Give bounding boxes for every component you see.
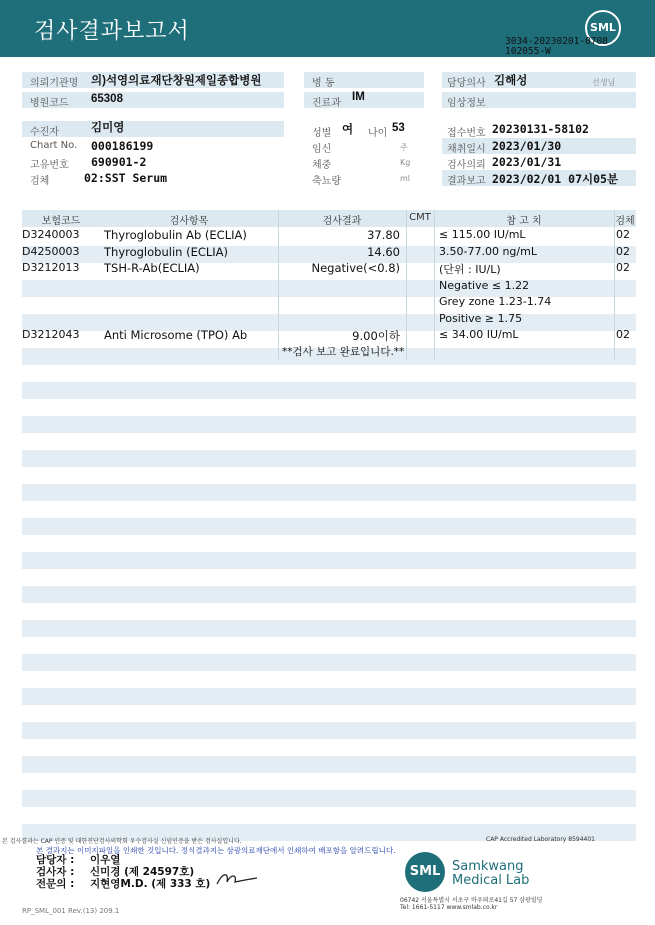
table-cell-item: TSH-R-Ab(ECLIA) [104,261,200,275]
tester: 신미경 (제 24597호) [90,866,195,878]
table-cell-ref: Grey zone 1.23-1.74 [439,295,552,308]
pregnancy-unit: 주 [400,143,408,152]
sex: 여 [342,124,354,136]
lab-name: Samkwang Medical Lab [452,859,530,888]
table-cell-spec: 02 [616,261,630,274]
dept: IM [352,91,365,103]
lab-address: 06742 서울특별시 서초구 바우뫼로41길 57 삼광빌딩 [400,897,543,904]
sex-label: 성별 [312,128,332,139]
specialist: 지현영M.D. (제 333 호) [90,878,211,890]
table-cell-item: Thyroglobulin Ab (ECLIA) [104,228,247,242]
table-cell-code: D3212013 [22,261,80,274]
row-band [22,518,636,535]
table-cell-ref: Negative ≤ 1.22 [439,279,530,292]
chart-no: 000186199 [91,139,154,153]
image-print-note: 본 결과지는 이미지파일을 인쇄한 것입니다. 정식결과지는 삼광의료재단에서 인쇄하여 배포함을 알려드립니다. [36,846,396,855]
table-cell-result: Negative(<0.8) [311,261,400,275]
cert-note: 본 검사결과는 CAP 인증 및 대한진단검사의학회 우수검사실 신임인증을 받은 검사실입니다. [2,838,242,845]
table-cell-spec: 02 [616,245,630,258]
col-cmt: CMT [409,212,431,223]
table-cell-spec: 02 [616,228,630,241]
age: 53 [392,122,405,134]
table-cell-ref: Positive ≥ 1.75 [439,312,523,325]
ward-label: 병 동 [312,78,335,89]
col-spec: 검체 [615,216,635,227]
report-date: 2023/02/01 07시05분 [492,172,619,186]
collect-label: 채취일시 [447,144,486,155]
table-header [22,210,636,227]
manager-label: 담당자 : [36,854,75,866]
chart-label: Chart No. [30,140,78,151]
table-cell-result: 37.80 [367,228,400,242]
table-cell-spec: 02 [616,328,630,341]
row-band [22,790,636,807]
pregnancy-label: 임신 [312,144,332,155]
col-item: 검사항목 [169,216,209,227]
urine-label: 축뇨량 [312,176,341,187]
divider [278,210,279,360]
row-band [22,484,636,501]
cap-note: CAP Accredited Laboratory 8594401 [486,836,595,843]
request-date: 2023/01/31 [492,155,562,169]
signature-icon [215,868,260,888]
row-band [22,416,636,433]
patient-label: 수진자 [30,127,59,138]
row-band [22,586,636,603]
hospital-label: 의뢰기관명 [30,78,79,89]
table-cell-item: Anti Microsome (TPO) Ab [104,328,248,342]
tester-label: 검사자 : [36,866,75,878]
row-band [22,756,636,773]
report-title: 검사결과보고서 [34,19,190,44]
divider [614,210,615,360]
table-cell-item: Thyroglobulin (ECLIA) [104,245,229,259]
row-band [22,688,636,705]
row-band [22,620,636,637]
specimen-label: 검체 [30,176,50,187]
specimen: 02:SST Serum [84,171,168,185]
table-cell-ref: ≤ 34.00 IU/mL [439,328,519,341]
row-band [22,382,636,399]
bar [22,121,284,137]
weight-label: 체중 [312,160,332,171]
request-label: 검사의뢰 [447,160,486,171]
table-cell-code: D4250003 [22,245,80,258]
hospital-code: 65308 [91,93,123,105]
dept-label: 진료과 [312,98,341,109]
id-label: 고유번호 [30,160,69,171]
row-band [22,552,636,569]
table-cell-ref: (단위 : IU/L) [439,263,501,276]
doctor-label: 담당의사 [447,78,486,89]
urine-unit: ml [400,174,411,183]
receipt-label: 접수번호 [447,128,486,139]
sml-logo-icon: SML [585,10,621,46]
doctor-suffix: 선생님 [592,78,616,87]
lab-phone: Tel: 1661-5117 www.smlab.co.kr [400,904,498,911]
patient-name: 김미영 [91,122,125,134]
hospital-code-label: 병원코드 [30,98,69,109]
hospital-name: 의)석영의료재단창원제일종합병원 [91,75,262,87]
table-cell-result: 9.00이하 [352,329,400,343]
sml-lab-logo-icon: SML [405,852,445,892]
row-band [22,722,636,739]
age-label: 나이 [368,128,388,139]
row-band [22,450,636,467]
col-ref: 참 고 치 [506,216,542,227]
patient-id: 690901-2 [91,155,147,169]
table-cell-result: 14.60 [367,245,400,259]
table-cell-ref: ≤ 115.00 IU/mL [439,228,526,241]
report-id: 3034-20230201-0708 102055-W [505,36,608,57]
table-cell-ref: 3.50-77.00 ng/mL [439,245,537,258]
clinical-label: 임상정보 [447,98,486,109]
end-note: **검사 보고 완료입니다.** [282,346,405,358]
doc-code: RP_SML_001 Rev.(13) 209.1 [22,907,120,915]
col-code: 보험코드 [41,216,81,227]
table-cell-code: D3212043 [22,328,80,341]
collect-date: 2023/01/30 [492,139,562,153]
report-label: 결과보고 [447,176,486,187]
doctor-name: 김해성 [494,75,528,87]
weight-unit: Kg [400,158,411,167]
col-result: 검사결과 [322,216,362,227]
specialist-label: 전문의 : [36,878,75,890]
divider [434,210,435,360]
divider [406,210,407,360]
table-cell-code: D3240003 [22,228,80,241]
row-band [22,654,636,671]
manager: 이우열 [90,854,121,866]
receipt-no: 20230131-58102 [492,122,589,136]
